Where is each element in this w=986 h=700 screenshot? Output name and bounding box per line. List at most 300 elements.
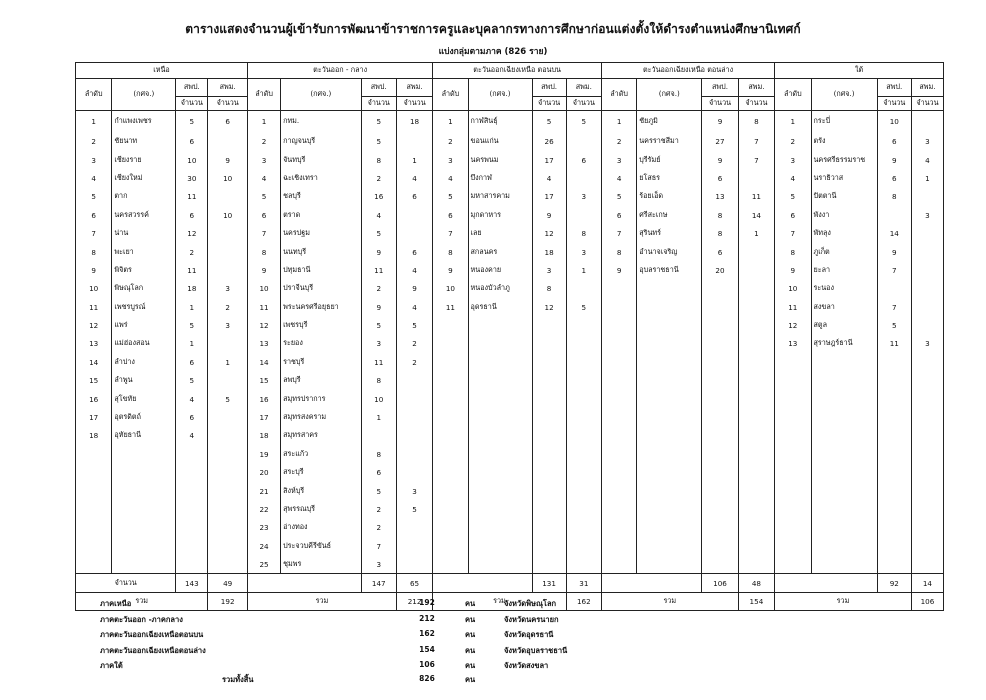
- spm-count: [738, 500, 774, 518]
- table-row: [76, 353, 944, 371]
- spp-count: [877, 427, 911, 445]
- col-header-count: จำนวน: [738, 97, 774, 111]
- spp-count: 11: [361, 353, 396, 371]
- province-name: [637, 482, 702, 500]
- province-name: [468, 555, 532, 573]
- spm-count: 3: [566, 188, 601, 206]
- row-number: 13: [775, 335, 811, 353]
- row-number: [775, 445, 811, 463]
- spp-count: 8: [702, 206, 738, 224]
- spp-count: 8: [361, 372, 396, 390]
- row-number: [601, 372, 636, 390]
- row-number: 18: [76, 427, 112, 445]
- region-total: 192: [208, 592, 248, 610]
- table-row: [76, 243, 944, 261]
- spm-count: 7: [738, 133, 774, 151]
- row-number: [601, 482, 636, 500]
- spp-count: [702, 519, 738, 537]
- spm-count: [738, 280, 774, 298]
- summary-province: จังหวัดอุบลราชธานี: [504, 645, 568, 655]
- spm-count: 1: [911, 169, 943, 187]
- province-name: [468, 537, 532, 555]
- spm-count: [738, 445, 774, 463]
- province-name: ยะลา: [811, 261, 877, 279]
- spp-count: 18: [176, 280, 208, 298]
- province-name: [811, 537, 877, 555]
- spp-count: [702, 500, 738, 518]
- spp-count: 9: [877, 151, 911, 169]
- spm-count: 5: [566, 298, 601, 316]
- region-header: ตะวันออก - กลาง: [248, 63, 433, 79]
- summary-unit: คน: [465, 630, 476, 639]
- spp-count: 4: [361, 206, 396, 224]
- summary-row: [100, 614, 660, 628]
- spp-count: [702, 427, 738, 445]
- spm-count: 6: [566, 151, 601, 169]
- spm-count: 18: [396, 111, 432, 133]
- province-name: [468, 500, 532, 518]
- row-number: [433, 482, 468, 500]
- province-name: [468, 482, 532, 500]
- table-row: [76, 335, 944, 353]
- spm-count: [396, 537, 432, 555]
- row-number: [775, 537, 811, 555]
- spm-count: [911, 353, 943, 371]
- spm-count: 2: [208, 298, 248, 316]
- province-name: อ่างทอง: [281, 519, 362, 537]
- col-header-province: (กศจ.): [281, 79, 362, 111]
- spm-count: 3: [911, 133, 943, 151]
- spm-count: 3: [566, 243, 601, 261]
- spp-count: 1: [361, 408, 396, 426]
- row-number: 6: [775, 206, 811, 224]
- province-name: พังงา: [811, 206, 877, 224]
- spp-count: 14: [877, 224, 911, 242]
- row-number: 9: [775, 261, 811, 279]
- row-number: 22: [248, 500, 281, 518]
- spm-count: 5: [396, 500, 432, 518]
- spp-count: 6: [176, 408, 208, 426]
- province-name: นครราชสีมา: [637, 133, 702, 151]
- count-spp: 147: [361, 574, 396, 592]
- row-number: 2: [601, 133, 636, 151]
- spp-count: [702, 555, 738, 573]
- spp-count: 2: [176, 243, 208, 261]
- province-name: นครศรีธรรมราช: [811, 151, 877, 169]
- table-row: [76, 206, 944, 224]
- province-name: ตรัง: [811, 133, 877, 151]
- province-name: [112, 464, 176, 482]
- spm-count: [911, 280, 943, 298]
- row-number: 11: [76, 298, 112, 316]
- province-name: พระนครศรีอยุธยา: [281, 298, 362, 316]
- region-total: 162: [566, 592, 601, 610]
- row-number: 6: [601, 206, 636, 224]
- spm-count: [208, 372, 248, 390]
- spp-count: [877, 464, 911, 482]
- row-number: 18: [248, 427, 281, 445]
- province-name: ลำพูน: [112, 372, 176, 390]
- spm-count: [396, 427, 432, 445]
- spp-count: [877, 280, 911, 298]
- col-header-count: จำนวน: [702, 97, 738, 111]
- table-row: [76, 537, 944, 555]
- spp-count: [877, 408, 911, 426]
- row-number: [775, 464, 811, 482]
- spp-count: 6: [176, 206, 208, 224]
- province-name: อุบลราชธานี: [637, 261, 702, 279]
- row-number: [433, 519, 468, 537]
- spm-count: 8: [738, 111, 774, 133]
- spp-count: [877, 372, 911, 390]
- spp-count: 12: [532, 298, 566, 316]
- table-row: [76, 390, 944, 408]
- spp-count: 26: [532, 133, 566, 151]
- spp-count: 7: [877, 261, 911, 279]
- col-header-spp: สพป.: [361, 79, 396, 97]
- spm-count: 4: [911, 151, 943, 169]
- count-spm: 49: [208, 574, 248, 592]
- province-name: บุรีรัมย์: [637, 151, 702, 169]
- col-header-province: (กศจ.): [811, 79, 877, 111]
- spm-count: [566, 445, 601, 463]
- province-name: อุทัยธานี: [112, 427, 176, 445]
- spp-count: [176, 500, 208, 518]
- province-name: จันทบุรี: [281, 151, 362, 169]
- total-label: รวม: [601, 592, 738, 610]
- row-number: 8: [76, 243, 112, 261]
- spp-count: 27: [702, 133, 738, 151]
- spm-count: [566, 408, 601, 426]
- province-name: สมุทรสงคราม: [281, 408, 362, 426]
- province-name: [637, 464, 702, 482]
- row-number: [601, 427, 636, 445]
- table-row: [76, 298, 944, 316]
- spp-count: [702, 464, 738, 482]
- table-row: [76, 316, 944, 334]
- summary-count: 106: [419, 660, 435, 669]
- spm-count: [738, 353, 774, 371]
- row-number: 17: [76, 408, 112, 426]
- spp-count: [702, 482, 738, 500]
- spm-count: [208, 519, 248, 537]
- spp-count: 5: [176, 316, 208, 334]
- province-name: [468, 353, 532, 371]
- spm-count: [911, 464, 943, 482]
- col-header-spp: สพป.: [176, 79, 208, 97]
- spm-count: [911, 427, 943, 445]
- province-name: [637, 280, 702, 298]
- table-row: [76, 372, 944, 390]
- province-name: [112, 482, 176, 500]
- spm-count: 9: [396, 280, 432, 298]
- row-number: 17: [248, 408, 281, 426]
- spm-count: 6: [208, 111, 248, 133]
- row-number: [433, 555, 468, 573]
- spp-count: [532, 445, 566, 463]
- spp-count: 6: [702, 243, 738, 261]
- summary-row: [100, 645, 660, 659]
- table-row: [76, 555, 944, 573]
- spp-count: 8: [532, 280, 566, 298]
- total-label: รวม: [248, 592, 397, 610]
- col-header-spp: สพป.: [702, 79, 738, 97]
- row-number: [433, 445, 468, 463]
- spm-count: [738, 169, 774, 187]
- row-number: 7: [775, 224, 811, 242]
- province-name: นนทบุรี: [281, 243, 362, 261]
- summary-count: 212: [419, 613, 435, 623]
- spm-count: 5: [396, 316, 432, 334]
- spp-count: 2: [361, 169, 396, 187]
- province-name: สมุทรปราการ: [281, 390, 362, 408]
- spp-count: 6: [877, 133, 911, 151]
- row-number: [433, 427, 468, 445]
- spm-count: [738, 537, 774, 555]
- province-name: มหาสารคาม: [468, 188, 532, 206]
- spp-count: [702, 445, 738, 463]
- count-spp: 131: [532, 574, 566, 592]
- spp-count: 3: [361, 555, 396, 573]
- summary-row: [100, 660, 660, 674]
- province-name: อำนาจเจริญ: [637, 243, 702, 261]
- province-name: เลย: [468, 224, 532, 242]
- row-number: [76, 500, 112, 518]
- spm-count: [911, 555, 943, 573]
- province-name: ระยอง: [281, 335, 362, 353]
- province-name: [811, 353, 877, 371]
- row-number: 5: [775, 188, 811, 206]
- count-spp: 92: [877, 574, 911, 592]
- row-number: [775, 353, 811, 371]
- summary-unit: คน: [465, 599, 476, 608]
- col-header-spm: สพม.: [738, 79, 774, 97]
- table-row: [76, 464, 944, 482]
- col-header-province: (กศจ.): [637, 79, 702, 111]
- summary-region: ภาคตะวันออกเฉียงเหนือตอนบน: [100, 630, 204, 639]
- spp-count: 6: [361, 464, 396, 482]
- summary-region: ภาคเหนือ: [100, 599, 132, 608]
- summary-province: จังหวัดพิษณุโลก: [504, 599, 557, 608]
- province-name: ชัยภูมิ: [637, 111, 702, 133]
- row-number: 5: [76, 188, 112, 206]
- spp-count: [877, 482, 911, 500]
- spm-count: [738, 408, 774, 426]
- row-number: [601, 500, 636, 518]
- spp-count: 7: [877, 298, 911, 316]
- spm-count: 2: [396, 335, 432, 353]
- spm-count: [911, 298, 943, 316]
- spp-count: 30: [176, 169, 208, 187]
- table-header: [76, 63, 944, 111]
- row-number: 2: [433, 133, 468, 151]
- row-number: 7: [433, 224, 468, 242]
- spm-count: [566, 427, 601, 445]
- province-name: [637, 555, 702, 573]
- row-number: 3: [601, 151, 636, 169]
- spm-count: 1: [208, 353, 248, 371]
- spp-count: [702, 372, 738, 390]
- row-number: 4: [775, 169, 811, 187]
- province-name: เพชรบุรี: [281, 316, 362, 334]
- summary-province: จังหวัดนครนายก: [504, 614, 559, 624]
- row-number: 3: [775, 151, 811, 169]
- spp-count: 5: [176, 111, 208, 133]
- row-number: 9: [433, 261, 468, 279]
- col-header-no: ลำดับ: [601, 79, 636, 111]
- total-label: รวม: [433, 592, 566, 610]
- row-number: [601, 298, 636, 316]
- province-name: [811, 500, 877, 518]
- table-body: [76, 111, 944, 611]
- province-name: กทม.: [281, 111, 362, 133]
- province-name: น่าน: [112, 224, 176, 242]
- spp-count: [532, 500, 566, 518]
- spp-count: [532, 519, 566, 537]
- province-name: พัทลุง: [811, 224, 877, 242]
- count-label: จำนวน: [76, 574, 176, 592]
- spm-count: [396, 133, 432, 151]
- spp-count: 4: [532, 169, 566, 187]
- table-row: [76, 169, 944, 187]
- province-name: ปราจีนบุรี: [281, 280, 362, 298]
- province-name: อุตรดิตถ์: [112, 408, 176, 426]
- spm-count: [738, 390, 774, 408]
- spp-count: 5: [176, 372, 208, 390]
- row-number: 10: [76, 280, 112, 298]
- spp-count: [877, 537, 911, 555]
- spm-count: [208, 335, 248, 353]
- spm-count: [396, 206, 432, 224]
- province-name: พิจิตร: [112, 261, 176, 279]
- row-number: 1: [601, 111, 636, 133]
- province-name: [112, 537, 176, 555]
- province-name: เชียงราย: [112, 151, 176, 169]
- row-number: 9: [76, 261, 112, 279]
- spp-count: [877, 519, 911, 537]
- table-row: [76, 151, 944, 169]
- province-name: กระบี่: [811, 111, 877, 133]
- spm-count: 6: [396, 243, 432, 261]
- spp-count: [702, 298, 738, 316]
- row-number: [76, 555, 112, 573]
- province-name: ระนอง: [811, 280, 877, 298]
- spm-count: [396, 519, 432, 537]
- province-name: ชุมพร: [281, 555, 362, 573]
- province-name: บึงกาฬ: [468, 169, 532, 187]
- spm-count: [911, 224, 943, 242]
- spm-count: [566, 169, 601, 187]
- province-name: [637, 500, 702, 518]
- spm-count: [208, 243, 248, 261]
- province-name: ภูเก็ต: [811, 243, 877, 261]
- spm-count: [208, 445, 248, 463]
- spp-count: [877, 555, 911, 573]
- spp-count: [532, 427, 566, 445]
- province-name: สระบุรี: [281, 464, 362, 482]
- row-number: 7: [76, 224, 112, 242]
- spm-count: [396, 555, 432, 573]
- spm-count: [738, 372, 774, 390]
- spm-count: [566, 537, 601, 555]
- spm-count: 4: [396, 261, 432, 279]
- col-header-count: จำนวน: [911, 97, 943, 111]
- row-number: 25: [248, 555, 281, 573]
- summary-row: [100, 598, 660, 612]
- spp-count: 4: [176, 390, 208, 408]
- spm-count: 5: [208, 390, 248, 408]
- province-name: ราชบุรี: [281, 353, 362, 371]
- row-number: [601, 555, 636, 573]
- row-number: 11: [248, 298, 281, 316]
- province-name: [468, 519, 532, 537]
- province-name: [811, 390, 877, 408]
- region-total: 154: [738, 592, 774, 610]
- spm-count: [911, 482, 943, 500]
- row-number: 19: [248, 445, 281, 463]
- province-name: [112, 555, 176, 573]
- row-number: 15: [248, 372, 281, 390]
- row-number: 3: [248, 151, 281, 169]
- province-name: [811, 445, 877, 463]
- spp-count: [877, 206, 911, 224]
- row-number: [775, 519, 811, 537]
- row-number: 2: [76, 133, 112, 151]
- spm-count: [208, 537, 248, 555]
- row-number: [433, 464, 468, 482]
- row-number: [601, 445, 636, 463]
- spm-count: [738, 316, 774, 334]
- province-name: [468, 316, 532, 334]
- spm-count: [911, 188, 943, 206]
- row-number: [601, 464, 636, 482]
- table-row: [76, 261, 944, 279]
- spm-count: [911, 390, 943, 408]
- spm-count: [208, 261, 248, 279]
- province-name: อุดรธานี: [468, 298, 532, 316]
- spp-count: [877, 353, 911, 371]
- province-name: ตาก: [112, 188, 176, 206]
- region-header: ตะวันออกเฉียงเหนือ ตอนบน: [433, 63, 602, 79]
- spm-count: [566, 519, 601, 537]
- spm-count: [911, 519, 943, 537]
- province-name: สมุทรสาคร: [281, 427, 362, 445]
- row-number: 8: [601, 243, 636, 261]
- row-number: [775, 408, 811, 426]
- province-name: พิษณุโลก: [112, 280, 176, 298]
- province-name: หนองคาย: [468, 261, 532, 279]
- spm-count: [738, 335, 774, 353]
- row-number: [601, 316, 636, 334]
- row-number: 4: [76, 169, 112, 187]
- row-number: [433, 316, 468, 334]
- row-number: [433, 390, 468, 408]
- row-number: 12: [775, 316, 811, 334]
- spm-count: 2: [396, 353, 432, 371]
- total-label: รวม: [775, 592, 912, 610]
- total-label: รวม: [76, 592, 208, 610]
- count-spm: 14: [911, 574, 943, 592]
- spp-count: [532, 408, 566, 426]
- spm-count: [738, 482, 774, 500]
- row-number: 10: [433, 280, 468, 298]
- spp-count: [176, 519, 208, 537]
- spm-count: 3: [208, 280, 248, 298]
- province-name: สระแก้ว: [281, 445, 362, 463]
- spp-count: 2: [361, 280, 396, 298]
- spp-count: [176, 445, 208, 463]
- row-number: 4: [601, 169, 636, 187]
